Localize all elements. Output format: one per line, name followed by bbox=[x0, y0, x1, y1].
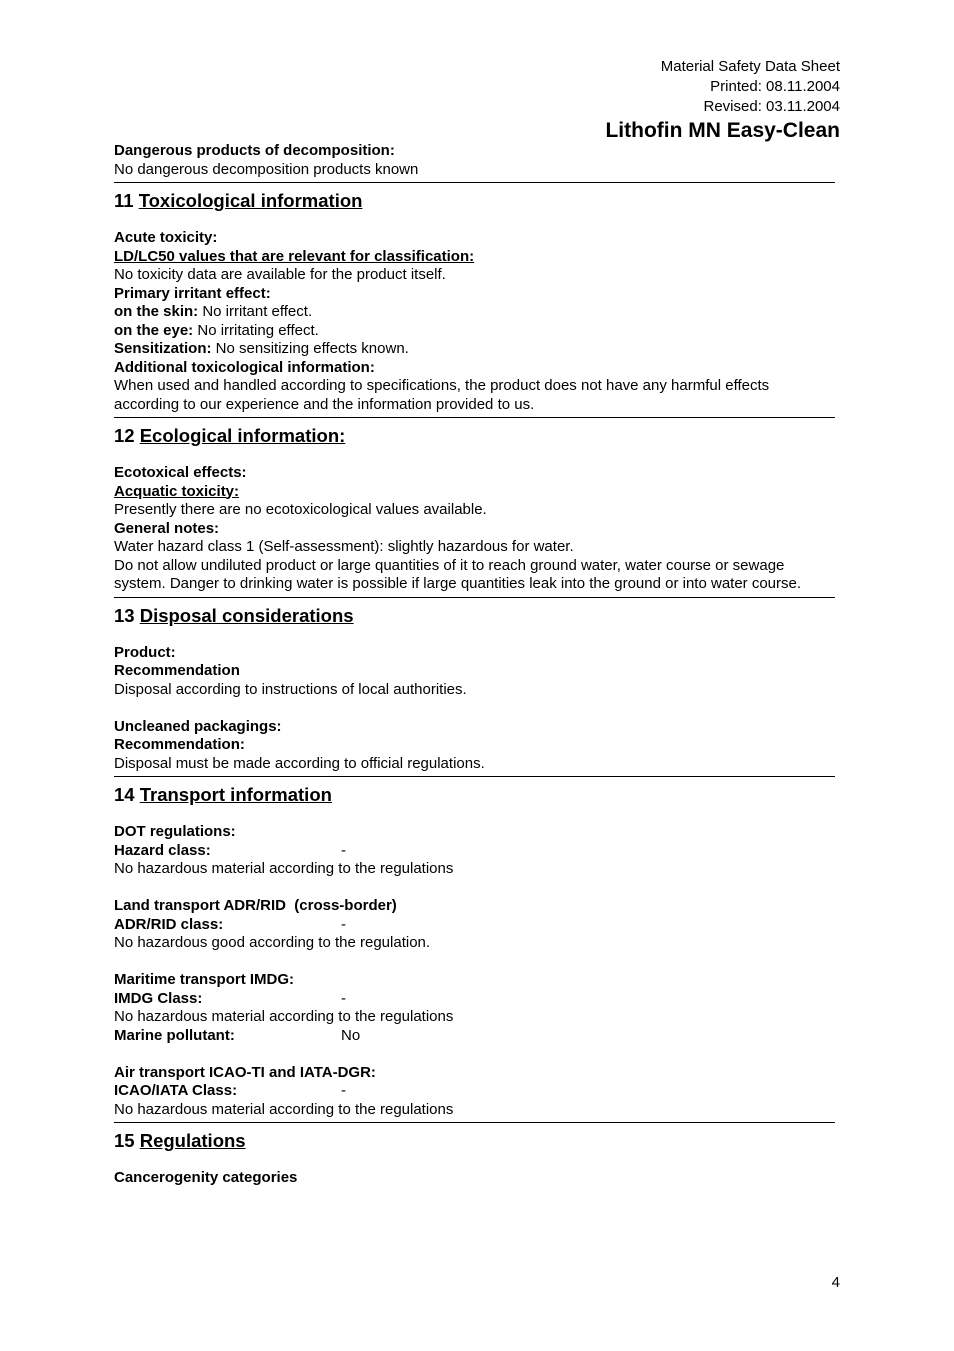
skin-line bbox=[114, 303, 836, 322]
adr-class-label: ADR/RID class: bbox=[114, 915, 224, 933]
imdg-class-label: IMDG Class: bbox=[114, 989, 203, 1007]
section-12-title: Ecological information: bbox=[139, 425, 346, 446]
eye-line bbox=[114, 322, 836, 341]
packaging-recommendation-label: Recommendation: bbox=[114, 736, 245, 753]
acute-toxicity-label: Acute toxicity: bbox=[114, 229, 218, 246]
dot-text: No hazardous material according to the regulations bbox=[114, 860, 454, 877]
land-transport-label: Land transport ADR/RID (cross-border) bbox=[114, 897, 397, 914]
sensitization-label: Sensitization: bbox=[114, 340, 212, 357]
hazard-class-value: - bbox=[341, 841, 346, 859]
general-notes-line2: Do not allow undiluted product or large quantities of it to reach ground water, water course or sewage system. Danger to drinking water is possible if large quantities leak into the ground or into water course. bbox=[114, 556, 802, 592]
icao-class-value: - bbox=[341, 1082, 346, 1099]
hazard-class-row bbox=[114, 842, 836, 861]
printed-date: Printed: 08.11.2004 bbox=[710, 78, 840, 95]
adr-class-row bbox=[114, 916, 836, 935]
document-body bbox=[114, 142, 836, 1188]
air-transport-text: No hazardous material according to the regulations bbox=[114, 1100, 454, 1118]
page-number: 4 bbox=[831, 1274, 840, 1291]
ecotoxical-label: Ecotoxical effects: bbox=[114, 464, 247, 481]
icao-class-row bbox=[114, 1082, 836, 1101]
general-notes-line1: Water hazard class 1 (Self-assessment): slightly hazardous for water. bbox=[114, 538, 574, 555]
section-15-heading bbox=[114, 1130, 836, 1152]
imdg-class-value: - bbox=[341, 989, 346, 1007]
section-14-heading bbox=[114, 784, 836, 806]
packaging-recommendation-text: Disposal must be made according to official regulations. bbox=[114, 754, 485, 772]
uncleaned-packagings-label: Uncleaned packagings: bbox=[114, 717, 282, 735]
section-11-heading bbox=[114, 190, 836, 212]
general-notes-label: General notes: bbox=[114, 519, 220, 537]
maritime-transport-label: Maritime transport IMDG: bbox=[114, 971, 295, 988]
land-transport-text: No hazardous good according to the regulation. bbox=[114, 934, 431, 951]
marine-pollutant-row bbox=[114, 1027, 836, 1046]
section-divider bbox=[114, 1122, 835, 1123]
section-11-number: 11 bbox=[114, 190, 134, 211]
skin-label: on the skin: bbox=[114, 303, 199, 320]
imdg-text: No hazardous material according to the regulations bbox=[114, 1008, 454, 1025]
section-14-number: 14 bbox=[114, 784, 135, 805]
air-transport-label: Air transport ICAO-TI and IATA-DGR: bbox=[114, 1063, 376, 1081]
decomposition-label: Dangerous products of decomposition: bbox=[114, 142, 395, 159]
ldlc50-text: No toxicity data are available for the product itself. bbox=[114, 266, 446, 283]
sensitization-line bbox=[114, 340, 836, 359]
section-14-title: Transport information bbox=[139, 784, 332, 805]
section-divider bbox=[114, 182, 835, 183]
additional-tox-label: Additional toxicological information: bbox=[114, 358, 375, 376]
marine-pollutant-label: Marine pollutant: bbox=[114, 1026, 235, 1044]
product-recommendation-label: Recommendation bbox=[114, 662, 240, 679]
aquatic-toxicity-text: Presently there are no ecotoxicological values available. bbox=[114, 501, 487, 518]
ldlc50-label: LD/LC50 values that are relevant for classification: bbox=[114, 247, 475, 265]
imdg-class-row bbox=[114, 990, 836, 1009]
additional-tox-text: When used and handled according to specifications, the product does not have any harmful effects according to our experience and the information provided to us. bbox=[114, 377, 770, 413]
section-divider bbox=[114, 597, 835, 598]
adr-class-value: - bbox=[341, 915, 346, 933]
dot-label: DOT regulations: bbox=[114, 823, 236, 840]
section-13-number: 13 bbox=[114, 604, 135, 626]
section-13-title: Disposal considerations bbox=[139, 604, 354, 626]
skin-text: No irritant effect. bbox=[198, 303, 313, 320]
eye-text: No irritating effect. bbox=[193, 321, 319, 339]
section-12-heading bbox=[114, 425, 836, 447]
section-divider bbox=[114, 776, 835, 777]
icao-class-label: ICAO/IATA Class: bbox=[114, 1082, 238, 1099]
section-15-number: 15 bbox=[114, 1130, 135, 1151]
product-recommendation-text: Disposal according to instructions of local authorities. bbox=[114, 680, 467, 698]
cancerogenity-label: Cancerogenity categories bbox=[114, 1169, 298, 1186]
section-12-number: 12 bbox=[114, 425, 135, 446]
primary-irritant-label: Primary irritant effect: bbox=[114, 284, 271, 302]
decomposition-text: No dangerous decomposition products known bbox=[114, 160, 419, 178]
hazard-class-label: Hazard class: bbox=[114, 841, 211, 859]
doc-type: Material Safety Data Sheet bbox=[660, 58, 840, 75]
section-13-heading bbox=[114, 605, 836, 627]
section-15-title: Regulations bbox=[139, 1130, 246, 1151]
section-divider bbox=[114, 417, 835, 418]
product-name: Lithofin MN Easy-Clean bbox=[605, 119, 840, 142]
eye-label: on the eye: bbox=[114, 321, 194, 339]
sensitization-text: No sensitizing effects known. bbox=[211, 340, 409, 357]
marine-pollutant-value: No bbox=[341, 1026, 361, 1044]
revised-date: Revised: 03.11.2004 bbox=[703, 98, 840, 115]
document-header bbox=[605, 57, 840, 144]
section-11-title: Toxicological information bbox=[138, 190, 363, 211]
product-label: Product: bbox=[114, 643, 176, 661]
aquatic-toxicity-label: Acquatic toxicity: bbox=[114, 482, 240, 500]
